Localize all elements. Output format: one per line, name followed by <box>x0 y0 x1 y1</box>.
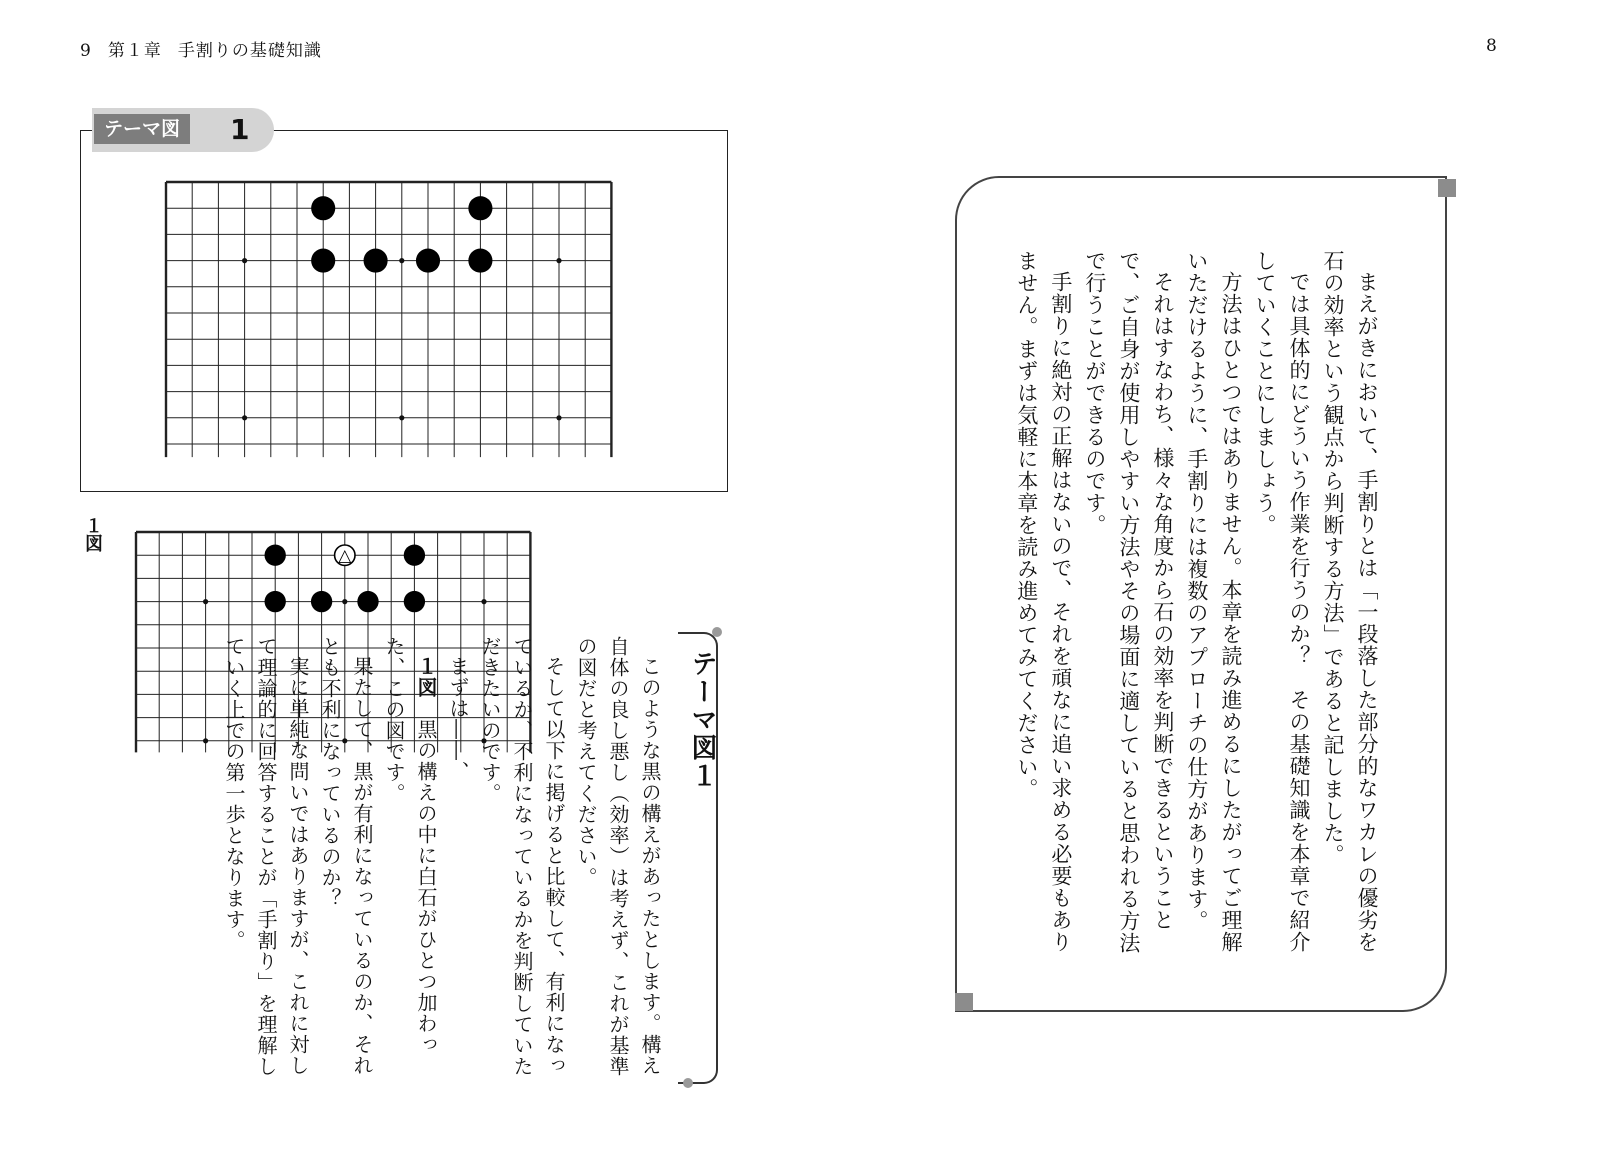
black-stone <box>364 249 388 273</box>
black-stone <box>311 591 332 612</box>
hoshi-point <box>481 599 486 604</box>
figure-reference: １図 <box>414 656 438 698</box>
commentary-paragraph: １図 黒の構えの中に白石がひとつ加わった、この図です。 <box>382 636 438 1055</box>
figure-1-label <box>82 516 104 552</box>
theme-figure-tab-number: 1 <box>230 113 250 146</box>
intro-text <box>1002 250 1384 970</box>
commentary-paragraph: そして以下に掲げると比較して、有利になっているか、不利になっているかを判断していただきたいのです。 <box>478 636 566 1077</box>
theme-go-board <box>162 178 640 460</box>
frame-corner-square-top <box>1438 179 1456 197</box>
hoshi-point <box>242 258 247 263</box>
commentary-paragraph: このような黒の構えがあったとします。構え自体の良し悪し（効率）は考えず、これが基準の図だと考えてください。 <box>574 636 662 1077</box>
intro-paragraph: 手割りに絶対の正解はないので、それを頑なに追い求める必要もありません。まずは気軽に本章を読み進めてみてください。 <box>1014 250 1073 953</box>
black-stone <box>311 196 335 220</box>
triangle-marker: △ <box>338 546 352 567</box>
commentary-text <box>80 636 666 1088</box>
black-stone <box>416 249 440 273</box>
black-stone <box>404 591 425 612</box>
black-stone <box>468 249 492 273</box>
black-stone <box>468 196 492 220</box>
black-stone <box>404 545 425 566</box>
chapter-number: 第１章 <box>107 41 162 61</box>
commentary-paragraph: 実に単純な問いではありますが、これに対して理論的に回答することが「手割り」を理解していく上での第一歩となります。 <box>222 636 310 1077</box>
hoshi-point <box>203 599 208 604</box>
commentary-paragraph: 果たして、黒が有利になっているのか、それとも不利になっているのか？ <box>318 636 374 1076</box>
frame-corner-square-bottom <box>955 993 973 1011</box>
hoshi-point <box>242 415 247 420</box>
bracket-dot-top <box>712 627 722 637</box>
intro-paragraph: 方法はひとつではありません。本章を読み進めるにしたがってご理解いただけるように、手割りには複数のアプローチの仕方があります。 <box>1184 250 1243 953</box>
black-stone <box>357 591 378 612</box>
hoshi-point <box>556 258 561 263</box>
intro-paragraph: それはすなわち、様々な角度から石の効率を判断できるということで、ご自身が使用しやすい方法やその場面に適していると思われる方法で行うことができるのです。 <box>1082 250 1175 954</box>
hoshi-point <box>399 258 404 263</box>
hoshi-point <box>342 599 347 604</box>
hoshi-point <box>556 415 561 420</box>
theme-figure-tab-label: テーマ図 <box>94 114 190 144</box>
commentary-paragraph: まずは――、 <box>446 656 470 782</box>
black-stone <box>265 591 286 612</box>
figure-1-label-text: １図 <box>82 516 103 552</box>
chapter-title: 手割りの基礎知識 <box>177 41 322 61</box>
side-heading-title: テーマ図１ <box>687 650 717 790</box>
page-number-left: 9 <box>80 41 92 61</box>
intro-paragraph: まえがきにおいて、手割りとは「一段落した部分的なワカレの優劣を石の効率という観点から判断する方法」であると記しました。 <box>1320 250 1379 953</box>
intro-paragraph: では具体的にどういう作業を行うのか？ その基礎知識を本章で紹介していくことにしましょう。 <box>1252 250 1311 953</box>
black-stone <box>311 249 335 273</box>
page-number-right: 8 <box>1486 36 1497 56</box>
bracket-dot-bottom <box>683 1078 693 1088</box>
black-stone <box>265 545 286 566</box>
running-header <box>80 36 338 61</box>
hoshi-point <box>399 415 404 420</box>
